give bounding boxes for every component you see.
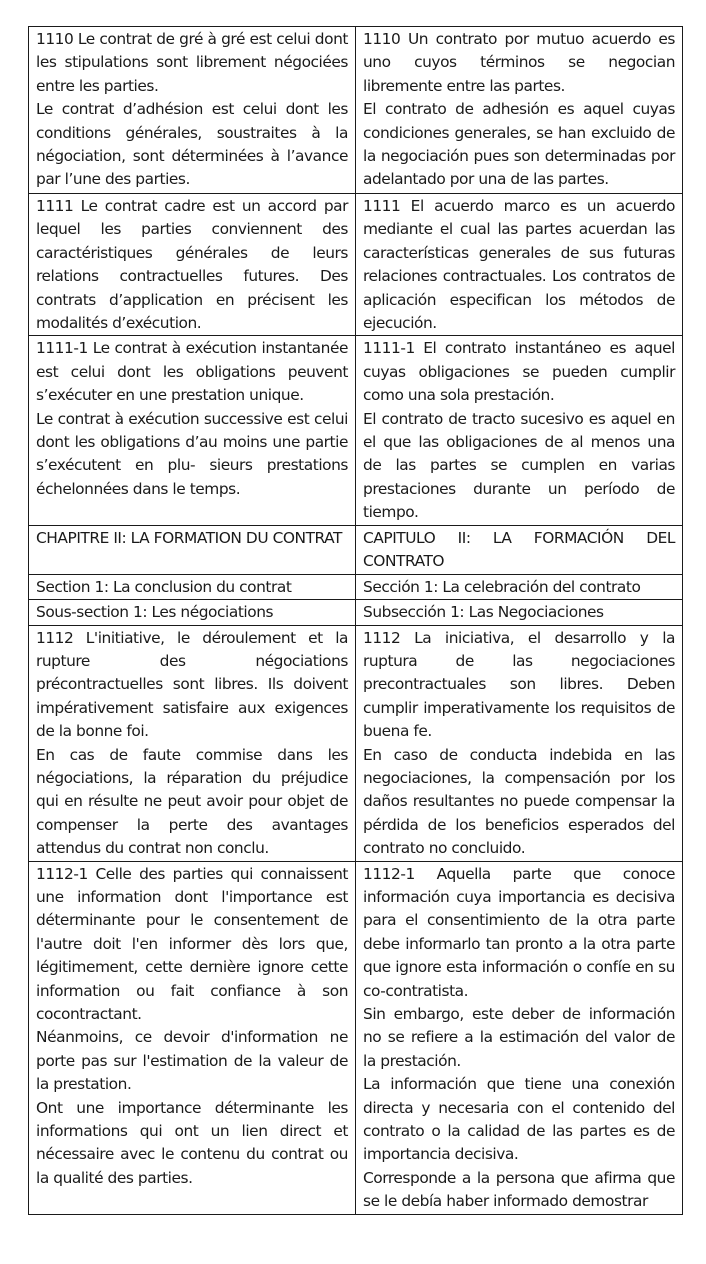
spanish-cell (356, 27, 683, 194)
table-row (29, 194, 683, 336)
article-paragraph: En caso de conducta indebida en las negociaciones, la compensación por los daños resultantes no puede compensar la pérdida de los beneficios esperados del contrato no concluido. (363, 745, 675, 858)
subsection-heading: Subsección 1: Las Negociaciones (363, 603, 604, 622)
article-paragraph: 1110 Un contrato por mutuo acuerdo es uno cuyos términos se negocian libremente entre las partes. (363, 30, 675, 95)
chapter-heading: CAPITULO II: LA FORMACIÓN DEL CONTRATO (363, 528, 675, 571)
french-cell (29, 336, 356, 525)
spanish-cell (356, 525, 683, 574)
article-paragraph: Le contrat d’adhésion est celui dont les conditions générales, soustraites à la négociation, sont déterminées à l’avance par l’une des parties. (36, 100, 348, 189)
article-paragraph: 1111-1 El contrato instantáneo es aquel cuyas obligaciones se pueden cumplir como una sola prestación. (363, 339, 675, 405)
spanish-cell (356, 194, 683, 336)
table-row (29, 600, 683, 625)
table-row (29, 574, 683, 599)
table-row (29, 27, 683, 194)
article-paragraph: Corresponde a la persona que afirma que se le debía haber informado demostrar (363, 1168, 675, 1211)
spanish-cell (356, 861, 683, 1214)
table-row (29, 525, 683, 574)
section-heading: Sección 1: La celebración del contrato (363, 577, 641, 596)
article-paragraph: Néanmoins, ce devoir d'information ne porte pas sur l'estimation de la valeur de la prestation. (36, 1028, 348, 1094)
spanish-cell (356, 574, 683, 599)
article-paragraph: 1111 El acuerdo marco es un acuerdo mediante el cual las partes acuerdan las características generales de sus futuras relaciones contractuales. Los contratos de aplicación especifican los métodos de ejecución. (363, 197, 675, 333)
article-paragraph: 1112 L'initiative, le déroulement et la rupture des négociations précontractuelles sont libres. Ils doivent impérativement satisfaire aux exigences de la bonne foi. (36, 628, 348, 741)
subsection-heading: Sous-section 1: Les négociations (36, 603, 274, 622)
table-row (29, 861, 683, 1214)
article-paragraph: 1112-1 Celle des parties qui connaissent une information dont l'importance est déterminante pour le consentement de l'autre doit l'en informer dès lors que, légitimement, cette dernière ignore cette information ou fait confiance à son cocontractant. (36, 864, 348, 1023)
article-paragraph: 1112-1 Aquella parte que conoce información cuya importancia es decisiva para el consentimiento de la otra parte debe informarlo tan pronto a la otra parte que ignore esta información o confíe en su co-contratista. (363, 864, 675, 1000)
article-paragraph: En cas de faute commise dans les négociations, la réparation du préjudice qui en résulte ne peut avoir pour objet de compenser la perte des avantages attendus du contrat non conclu. (36, 745, 348, 858)
table-row (29, 336, 683, 525)
chapter-heading: CHAPITRE II: LA FORMATION DU CONTRAT (36, 528, 343, 547)
french-cell (29, 194, 356, 336)
spanish-cell (356, 600, 683, 625)
french-cell (29, 861, 356, 1214)
french-cell (29, 574, 356, 599)
french-cell (29, 600, 356, 625)
article-paragraph: 1112 La iniciativa, el desarrollo y la ruptura de las negociaciones precontractuales son libres. Deben cumplir imperativamente los requisitos de buena fe. (363, 628, 675, 741)
article-paragraph: Le contrat à exécution successive est celui dont les obligations d’au moins une partie s’exécutent en plu- sieurs prestations échelonnées dans le temps. (36, 409, 348, 498)
french-cell (29, 525, 356, 574)
article-paragraph: 1110 Le contrat de gré à gré est celui dont les stipulations sont librement négociées entre les parties. (36, 30, 348, 95)
article-paragraph: La información que tiene una conexión directa y necesaria con el contenido del contrato o la calidad de las partes es de importancia decisiva. (363, 1075, 675, 1164)
french-cell (29, 27, 356, 194)
article-paragraph: Sin embargo, este deber de información no se refiere a la estimación del valor de la prestación. (363, 1005, 675, 1070)
spanish-cell (356, 625, 683, 861)
article-paragraph: Ont une importance déterminante les informations qui ont un lien direct et nécessaire avec le contenu du contrat ou la qualité des parties. (36, 1098, 348, 1187)
article-paragraph: 1111-1 Le contrat à exécution instantanée est celui dont les obligations peuvent s’exécuter en une prestation unique. (36, 339, 348, 405)
section-heading: Section 1: La conclusion du contrat (36, 577, 292, 596)
bilingual-code-table (28, 26, 683, 1215)
spanish-cell (356, 336, 683, 525)
article-paragraph: El contrato de tracto sucesivo es aquel en el que las obligaciones de al menos una de las partes se cumplen en varias prestaciones durante un período de tiempo. (363, 409, 675, 522)
french-cell (29, 625, 356, 861)
table-row (29, 625, 683, 861)
article-paragraph: 1111 Le contrat cadre est un accord par lequel les parties conviennent des caractéristiques générales de leurs relations contractuelles futures. Des contrats d’application en précisent les modalités d’exécution. (36, 197, 348, 333)
article-paragraph: El contrato de adhesión es aquel cuyas condiciones generales, se han excluido de la negociación pues son determinadas por adelantado por una de las partes. (363, 100, 675, 189)
